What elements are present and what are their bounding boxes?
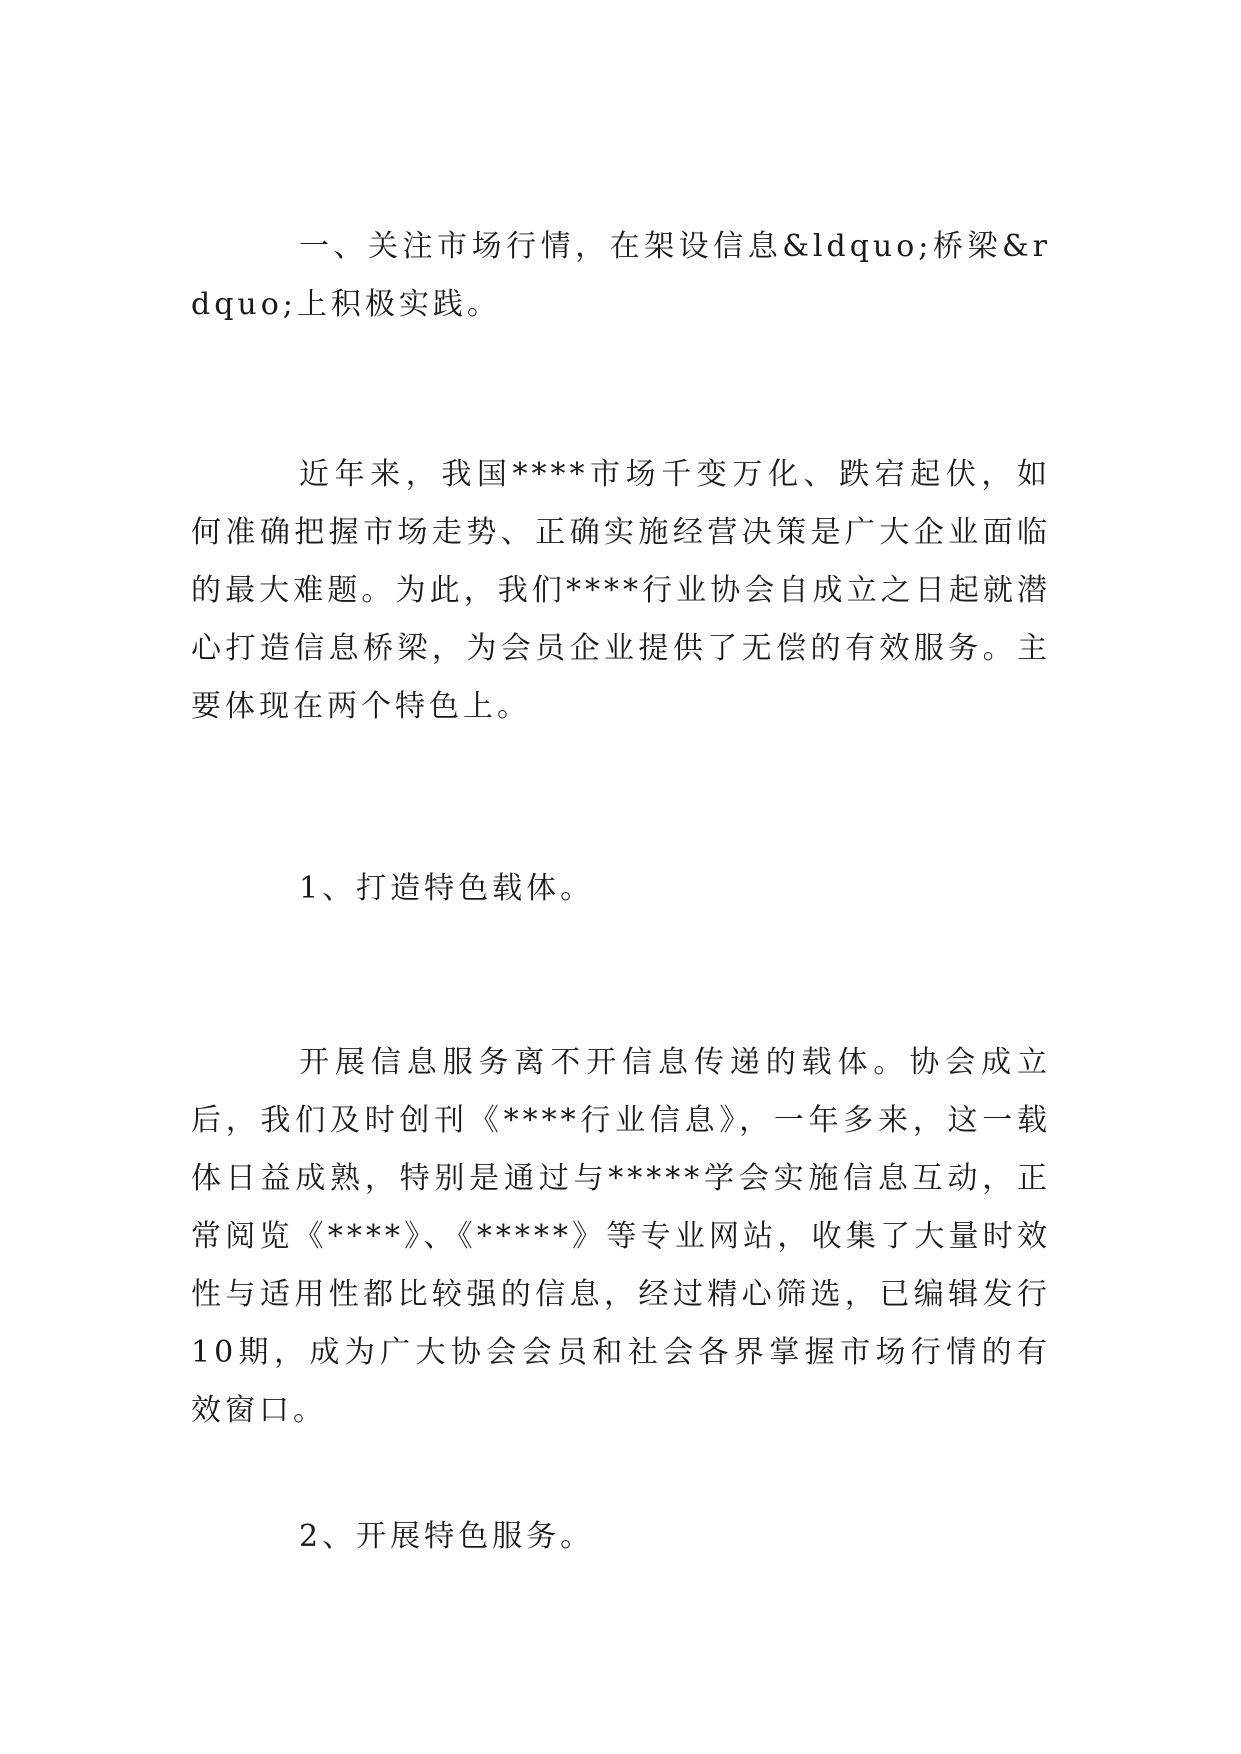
section-heading-market-info: 一、关注市场行情，在架设信息&ldquo;桥梁&rdquo;上积极实践。 bbox=[191, 229, 1051, 322]
paragraph-background: 近年来，我国****市场千变万化、跌宕起伏，如何准确把握市场走势、正确实施经营决策是广大企业面临的最大难题。为此，我们****行业协会自成立之日起就潜心打造信息桥梁，为会员企业提供了无偿的有效服务。主要体现在两个特色上。 bbox=[191, 457, 1051, 724]
subheading-service: 2、开展特色服务。 bbox=[299, 1519, 595, 1554]
subheading-carrier: 1、打造特色载体。 bbox=[299, 871, 595, 906]
paragraph-carrier-details: 开展信息服务离不开信息传递的载体。协会成立后，我们及时创刊《****行业信息》，一年多来，这一载体日益成熟，特别是通过与*****学会实施信息互动，正常阅览《****》、《*****》等专业网站，收集了大量时效性与适用性都比较强的信息，经过精心筛选，已编辑发行10期，成为广大协会会员和社会各界掌握市场行情的有效窗口。 bbox=[191, 1045, 1051, 1428]
